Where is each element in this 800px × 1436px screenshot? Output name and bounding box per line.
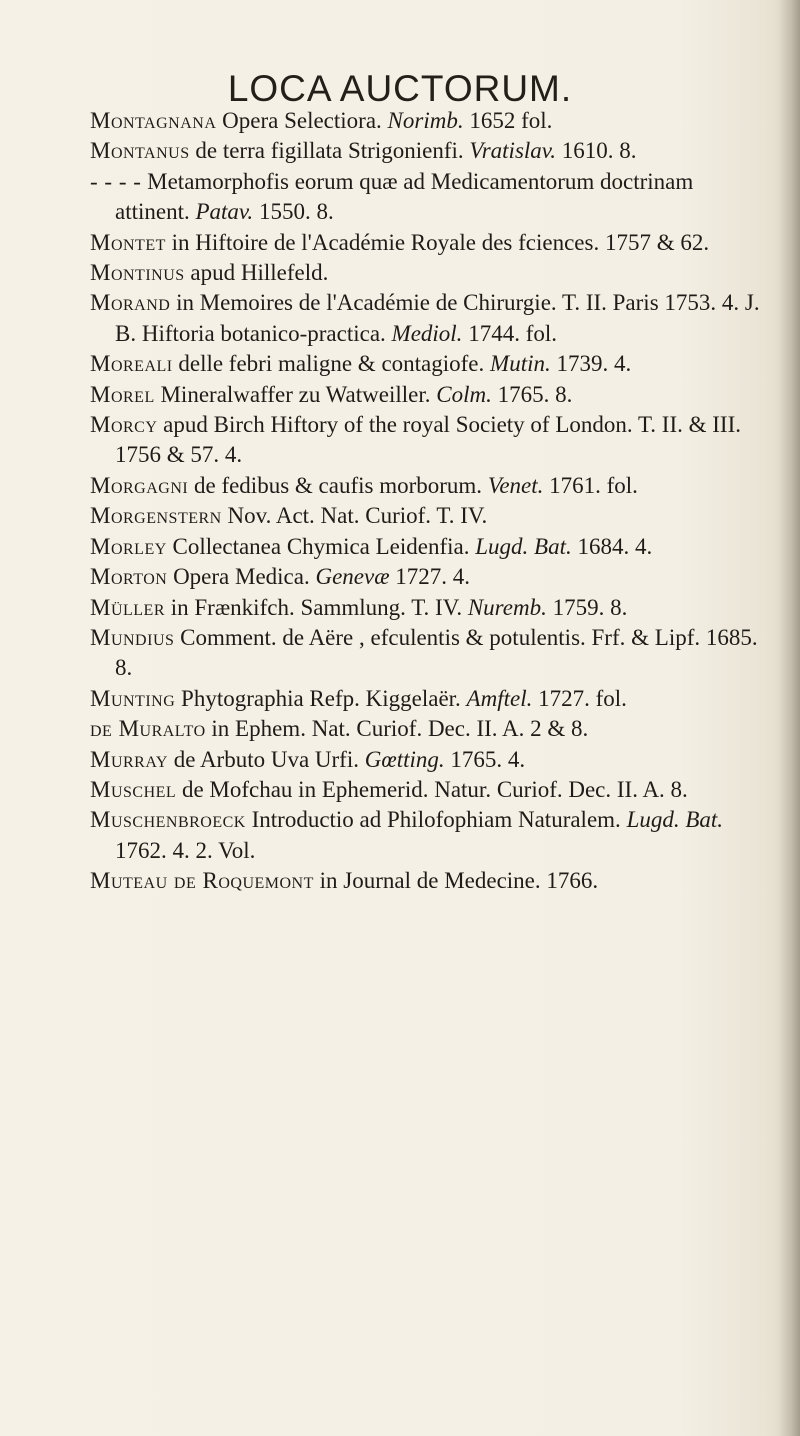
citation-author: Montet: [90, 229, 166, 255]
citation-place: Gœtting.: [364, 746, 445, 772]
citation-tail: 1765. 8.: [491, 381, 573, 407]
citation-entry: [90, 562, 766, 592]
citation-entry: [90, 380, 766, 410]
citation-text: Metamorphofis eorum quæ ad Medicamentorum doctrinam attinent.: [115, 168, 694, 225]
citation-text: de fedibus & caufis morborum.: [188, 472, 488, 498]
citation-entry: [90, 593, 766, 623]
citation-author: Morgenstern: [90, 503, 222, 529]
citation-place: Genevæ: [315, 564, 390, 590]
citation-text: delle febri maligne & contagiofe.: [172, 351, 491, 377]
citation-place: Nuremb.: [467, 594, 547, 620]
citation-text: Opera Medica.: [167, 564, 316, 590]
citation-author: Mundius: [90, 624, 175, 650]
citation-tail: 1765. 4.: [444, 746, 526, 772]
citation-entry: [90, 106, 766, 136]
binding-shadow: [778, 0, 800, 1436]
citation-place: Norimb.: [387, 108, 464, 133]
citation-tail: 1739. 4.: [550, 351, 632, 377]
citation-text: in Memoires de l'Académie de Chirurgie. T. II. Paris 1753. 4. J. B. Hiftoria botanico-practica.: [115, 290, 760, 346]
citation-list: [90, 106, 766, 897]
citation-author: Munting: [90, 685, 176, 711]
citation-author: Muschel: [90, 776, 177, 802]
citation-author: Montinus: [90, 260, 185, 286]
citation-entry: [90, 684, 766, 714]
citation-text: de Arbuto Uva Urfi.: [168, 746, 365, 772]
citation-entry: [90, 349, 766, 379]
citation-text: apud Birch Hiftory of the royal Society of London. T. II. & III. 1756 & 57. 4.: [115, 412, 741, 468]
citation-place: Amftel.: [466, 685, 533, 711]
citation-author: Muteau de Roquemont: [90, 868, 314, 894]
citation-text: Nov. Act. Nat. Curiof. T. IV.: [221, 503, 488, 529]
citation-entry: [90, 623, 766, 684]
citation-entry: [90, 714, 766, 744]
citation-entry: [90, 258, 766, 288]
citation-author: de Muralto: [90, 716, 206, 742]
citation-tail: 1762. 4. 2. Vol.: [115, 837, 256, 863]
citation-entry: [90, 745, 766, 775]
citation-entry: [90, 866, 766, 896]
citation-author: Morcy: [90, 412, 158, 438]
citation-entry: [90, 410, 766, 471]
citation-entry: [90, 501, 766, 531]
citation-entry: [90, 288, 766, 349]
citation-tail: 1652 fol.: [463, 108, 553, 133]
citation-text: in Frænkifch. Sammlung. T. IV.: [165, 594, 468, 620]
citation-place: Vratislav.: [469, 138, 557, 164]
citation-author: Morgagni: [90, 472, 189, 498]
citation-tail: 1727. 4.: [389, 564, 471, 590]
citation-tail: 1761. fol.: [543, 472, 638, 498]
citation-text: in Ephem. Nat. Curiof. Dec. II. A. 2 & 8.: [205, 716, 589, 742]
citation-tail: 1610. 8.: [556, 138, 637, 164]
citation-author: Murray: [90, 746, 168, 772]
citation-tail: 1550. 8.: [253, 199, 334, 225]
citation-author: Morton: [90, 564, 168, 590]
citation-place: Patav.: [195, 199, 254, 225]
citation-entry: [90, 471, 766, 501]
citation-text: Phytographia Refp. Kiggelaër.: [175, 685, 467, 711]
citation-entry: [90, 136, 766, 166]
citation-tail: 1727. fol.: [532, 685, 627, 711]
citation-place: Venet.: [487, 472, 544, 498]
citation-author: Montagnana: [90, 108, 217, 133]
citation-place: Mutin.: [490, 351, 551, 377]
citation-place: Lugd. Bat.: [626, 807, 724, 833]
citation-entry: [90, 167, 766, 228]
citation-author: Morley: [90, 533, 167, 559]
citation-text: de terra figillata Strigonienfi.: [189, 138, 470, 164]
citation-entry: [90, 775, 766, 805]
citation-text: Mineralwaffer zu Watweiller.: [154, 381, 437, 407]
citation-text: Comment. de Aëre , efculentis & potulentis. Frf. & Lipf. 1685. 8.: [115, 624, 758, 681]
citation-author: Müller: [90, 594, 165, 620]
citation-tail: 1684. 4.: [571, 533, 653, 559]
citation-text: in Journal de Medecine. 1766.: [313, 868, 599, 894]
citation-author: Moreali: [90, 351, 173, 377]
citation-entry: [90, 805, 766, 866]
citation-author: Muschenbroeck: [90, 807, 246, 833]
citation-place: Colm.: [436, 381, 492, 407]
citation-text: Opera Selectiora.: [216, 108, 388, 133]
citation-author: Morand: [90, 290, 171, 316]
citation-tail: 1759. 8.: [546, 594, 628, 620]
citation-text: Collectanea Chymica Leidenfia.: [166, 533, 476, 559]
citation-entry: [90, 228, 766, 258]
citation-entry: [90, 532, 766, 562]
citation-author: Morel: [90, 381, 155, 407]
citation-text: in Hiftoire de l'Académie Royale des fciences. 1757 & 62.: [165, 229, 710, 255]
citation-text: de Mofchau in Ephemerid. Natur. Curiof. Dec. II. A. 8.: [176, 776, 688, 802]
citation-author: - - - -: [90, 168, 142, 194]
citation-tail: 1744. fol.: [462, 320, 557, 346]
page-title: LOCA AUCTORUM.: [227, 68, 573, 109]
citation-text: Introductio ad Philofophiam Naturalem.: [245, 807, 627, 833]
citation-text: apud Hillefeld.: [184, 260, 329, 286]
citation-place: Lugd. Bat.: [475, 533, 572, 559]
citation-place: Mediol.: [391, 320, 463, 346]
citation-author: Montanus: [90, 138, 190, 164]
